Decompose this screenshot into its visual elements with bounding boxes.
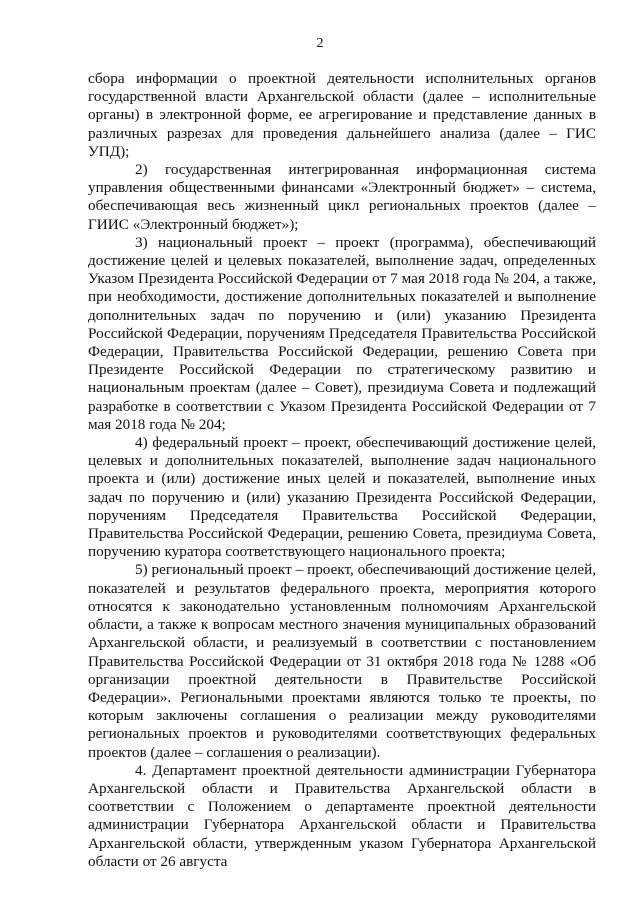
page-number: 2	[316, 36, 324, 51]
paragraph-item-5: 5) региональный проект – проект, обеспечивающий достижение целей, показателей и результатов федерального проекта, мероприятия которого относятся к законодательно установленным полномочиям Архангельской области, а также к вопросам местного значения муниципальных образований Архангельской области, и реализуемый в соответствии с постановлением Правительства Российской Федерации от 31 октября 2018 года № 1288 «Об организации проектной деятельности в Правительстве Российской Федерации». Региональными проектами являются только те проекты, по которым заключены соглашения о реализации между руководителями региональных проектов и руководителями соответствующих федеральных проектов (далее – соглашения о реализации).	[88, 561, 596, 761]
document-body	[88, 70, 596, 871]
paragraph-section-4: 4. Департамент проектной деятельности администрации Губернатора Архангельской области и Правительства Архангельской области в соответствии с Положением о департаменте проектной деятельности администрации Губернатора Архангельской области и Правительства Архангельской области, утвержденным указом Губернатора Архангельской области от 26 августа	[88, 761, 596, 870]
paragraph-item-3: 3) национальный проект – проект (программа), обеспечивающий достижение целей и целевых показателей, выполнение задач, определенных Указом Президента Российской Федерации от 7 мая 2018 года № 204, а также, при необходимости, достижение дополнительных показателей и выполнение дополнительных задач по поручению и (или) указанию Президента Российской Федерации, поручениям Председателя Правительства Российской Федерации, Правительства Российской Федерации, решению Совета при Президенте Российской Федерации по стратегическому развитию и национальным проектам (далее – Совет), президиума Совета и подлежащий разработке в соответствии с Указом Президента Российской Федерации от 7 мая 2018 года № 204;	[88, 233, 596, 433]
paragraph-item-4: 4) федеральный проект – проект, обеспечивающий достижение целей, целевых и дополнительных показателей, выполнение задач национального проекта и (или) достижение иных целей и показателей, выполнение иных задач по поручению и (или) указанию Президента Российской Федерации, поручениям Председателя Правительства Российской Федерации, Правительства Российской Федерации, решению Совета, президиума Совета, поручению куратора соответствующего национального проекта;	[88, 434, 596, 561]
paragraph-continuation: сбора информации о проектной деятельности исполнительных органов государственной власти Архангельской области (далее – исполнительные органы) в электронной форме, ее агрегирование и представление данных в различных разрезах для проведения дальнейшего анализа (далее – ГИС УПД);	[88, 70, 596, 160]
paragraph-item-2: 2) государственная интегрированная информационная система управления общественными финансами «Электронный бюджет» – система, обеспечивающая весь жизненный цикл региональных проектов (далее – ГИИС «Электронный бюджет»);	[88, 161, 596, 233]
